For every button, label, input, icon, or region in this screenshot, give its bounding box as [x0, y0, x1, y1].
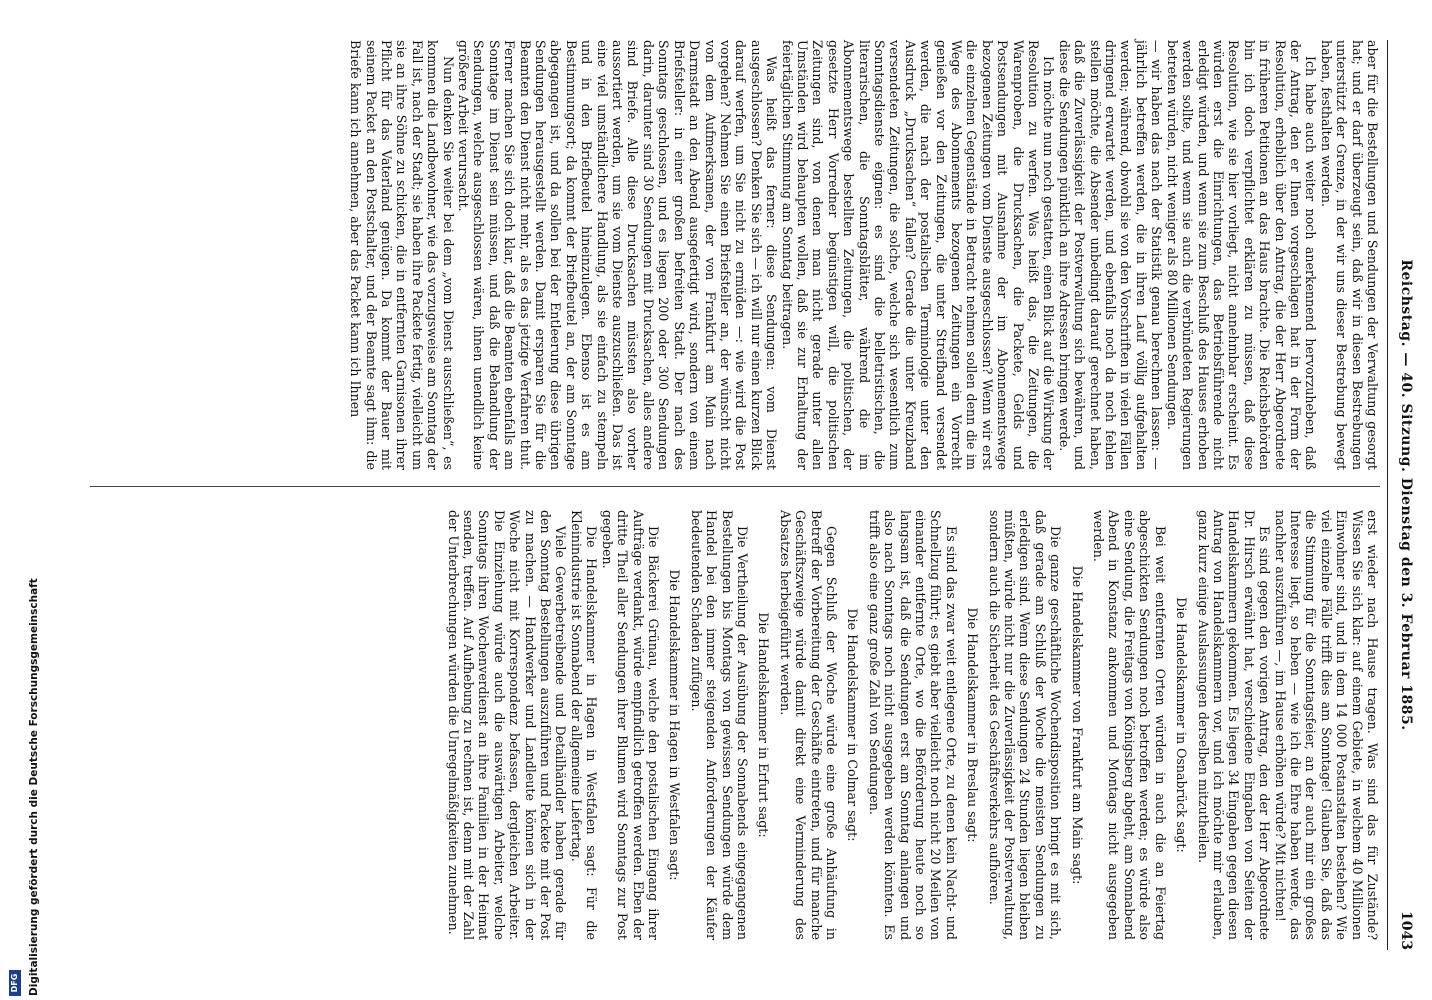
paragraph: Ich möchte nun noch gestatten, einen Blick auf die Wirkung der Resolution zu werfen. Was heißt das, die Zeitungen, die Warenproben, die Drucksachen, die Packete, Gelds und Postsendungen mit Ausnahme der im Abonnementswege bezogenen Zeitungen vom Dienste ausgeschlossen? Wenn wir erst die einzelnen Gegenstände in Betracht nehmen sollen denn die im Wege des Abonnements bezogenen Zeitungen ein Vorrecht genießen vor den Zeitungen, die unter Streifband versendet werden, die nach der postalischen Terminologie unter den Ausdruck „Drucksachen“ fallen? Gerade die unter Kreuzband versendeten Zeitungen, die solche, welche sich wesentlich zum Sonntagsdienste eignen: es sind die belletristischen, die literarischen, die Sonntagsblätter, während die im Abonnementswege bestellten Zeitungen, die politischen, der gesetzte Herr Vorredner begünstigen will, die politischen Zeitungen sind, von denen man nicht gerade unter allen Umständen wird behaupten wollen, daß sie zur Erhaltung der feiertäglichen Stimmung am Sonntag beitragen.	[779, 40, 1057, 470]
quote-paragraph: Bei weit entfernten Orten würden in auch die an Feiertag abgeschickten Sendungen noch betroffen werden; es würde also eine Sendung, die Freitags von Königsberg abgeht, am Sonnabend Abend in Konstanz ankommen und Montags nicht ausgegeben werden.	[1091, 510, 1168, 940]
quote-paragraph: Die Bäckerei Grünau, welche den postalischen Eingang ihrer Aufträge verdankt, würde empfindlich getroffen werden. Eben der dritte Theil aller Sendungen ihrer Blumen wird Sonntags zur Post gegeben.	[599, 510, 661, 940]
paragraph: Es sind gegen den vorigen Antrag, den der Herr Abgeordnete Dr. Hirsch erwähnt hat, verschiedene Eingaben von Seiten der Handelskammern gekommen. Es liegen 34 Eingaben gegen diesen Antrag von Handelskammern vor, und ich möchte mir erlauben, ganz kurz einige Auslassungen derselben mitzutheilen.	[1195, 510, 1273, 940]
quote-heading: Die Handelskammer in Colmar sagt:	[845, 608, 861, 842]
quote-paragraph: Die ganze geschäftliche Wochendisposition bringt es mit sich, daß gerade am Schluß der Woche die meisten Sendungen zu erledigen sind. Wenn diese Sendungen 24 Stunden liegen bleiben müßten, würde nicht nur die Zuverlässigkeit der Postverwaltung, sondern auch die Sicherheit des Geschäftsverkehrs aufhören.	[986, 510, 1064, 940]
page-header	[1392, 40, 1414, 950]
text-column-right	[50, 510, 1380, 940]
quote-heading: Die Handelskammer in Osnabrück sagt:	[1174, 597, 1190, 853]
paragraph: Nun denken Sie weiter bei dem „vom Dienst ausschließen“, es kommen die Landbewohner, wie das vorzugsweise am Sonntag der Fall ist, nach der Stadt; sie haben ihre Packete fertig, vielleicht um sie an ihre Söhne zu schicken, die in entfernten Garnisonen ihrer Pflicht für das Vaterland genügen. Da kommt der Bauer mit seinem Packet an den Postschalter, und der Beamte sagt ihm: die Briefe kann ich annehmen, aber das Packet kann ich Ihnen	[348, 40, 456, 470]
paragraph: — wir haben das nach der Statistik genau berechnen lassen: — jährlich betreffen werden, die in ihren Lauf völlig aufgehalten werden; während, obwohl sie von den Vorschriften in vielen Fällen dringend erwartet werden, und ebenfalls noch da noch fehlen stellen möchte, die Absender unbedingt darauf gerechnet haben, daß die Zuverlässigkeit der Postverwaltung sich bewähren, und diese die Sendungen pünktlich an ihre Adressen bringen werde.	[1056, 40, 1165, 470]
credit-text: Digitalisierung gefördert durch die Deutsche Forschungsgemeinschaft	[27, 578, 40, 996]
quote-paragraph: Es sind das zwar weit entlegene Orte, zu denen kein Nacht- und Schnellzug führt; es giebt aber vielleicht noch nicht 20 Meilen von einander entfernte Orte, wo die Beförderung heute noch so langsam ist, daß die Sendungen erst am Sonntag anlangen und also nach Sonntags noch nicht ausgegeben werden könnten. Es trifft also eine ganz große Zahl von Sendungen.	[866, 510, 959, 940]
quote-paragraph: Die Handelskammer in Hagen in Westfalen sagt: Für die Kleinindustrie ist Sonnabend der allgemeine Liefertag.	[568, 510, 600, 940]
digitization-credit	[4, 576, 40, 996]
quote-heading: Die Handelskammer in Hagen in Westfalen sagt:	[667, 569, 683, 881]
quote-paragraph: Gegen Schluß der Woche würde eine große Anhäufung in Betreff der Vorbereitung der Geschäfte eintreten, und für manche Geschäftszweige würde damit direkt eine Verminderung des Absatzes herbeigeführt werden.	[777, 510, 839, 940]
quote-heading: Die Handelskammer von Frankfurt am Main sagt:	[1069, 565, 1085, 885]
paragraph: Ich habe auch weiter noch anerkennend hervorzuheben, daß der Antrag, den er Ihnen vorgeschlagen hat in der Form der Resolution, erheblich über den Antrag, die der Herr Abgeordnete in früheren Petitionen an das Haus brachte. Die Reichsbehörden bin ich doch verpflichtet erklären zu müssen, daß diese Resolution, wie sie hier vorliegt, nicht annehmbar erscheint. Es würden erst die Einrichtungen, das Betriebsführende nicht erledigt würden, und wenn sie zum Beschluß des Hauses erhoben werden sollte, und wenn sie auch die verbündeten Regierungen betreten würden, nicht weniger als 80 Millionen Sendungen.	[1164, 40, 1319, 470]
dfg-logo: DFG	[9, 970, 21, 996]
paragraph: Viele Gewerbetreibende und Detailhändler haben gerade für den Sonntag Bestellungen auszuführen und Packete mit der Post zu machen. — Handwerker und Landleute können sich in der Woche nicht mit Korrespondenz befassen, dergleichen Arbeiter. Die Einziehung würde auch die auswärtigen Arbeiter, welche Sonntags ihren Wochenverdienst an ihre Familien in der Heimat senden, treffen. Auf Aufhebung zu rechnen ist, denn mit der Zahl der Unterbrechungen würden die Unregelmäßigkeiten zunehmen.	[445, 510, 569, 940]
paragraph: Was heißt das ferner: diese Sendungen: vom Dienst ausgeschlossen? Denken Sie sich — ich will nur einen kurzen Blick darauf werfen, um Sie nicht zu ermüden —: wie wird die Post vorgehen? Nehmen Sie einen Briefsteller an, der wünscht nicht von dem Aufmerksamen, der von Frankfurt am Main nach Darmstadt an den Abend ausgefertigt wird, sondern von einem Briefsteller: in einer großen befreiten Stadt. Der nach des Sonntags geschlossen, und es liegen 200 oder 300 Sendungen darin, darunter sind 30 Sendungen mit Drucksachen, alles andere sind Briefe. Alle diese Drucksachen müssten also vorher aussortiert werden, um sie vom Dienste auszuschließen. Das ist eine viel umständlichere Handlung, als sie einfach zu stempeln und in den Briefbeutel hineinzulegen. Ebenso ist es am Bestimmungsort; da kommt der Briefbeutel an, der am Sonntage abgegangen ist, und da sollen bei der Entleerung diese übrigen Sendungen herausgestellt werden. Damit ersparen Sie für die Beamten den Dienst nicht mehr, als es das jetzige Verfahren thut. Ferner machen Sie sich doch klar, daß die Beamten ebenfalls am Sonntage im Dienst sein müssen, und daß die Behandlung der Sendungen, welche ausgeschlossen wären, ihnen unendlich keine größere Arbeit verursacht.	[456, 40, 780, 470]
header-rule	[1387, 40, 1388, 950]
paragraph: aber für die Bestellungen und Sendungen der Verwaltung gesorgt hat; und er darf überzeugt sein, daß wir in diesen Bestrebungen unterstützt der Grenze, in der wir uns dieser Bestrebung bewegt haben, festhalten werden.	[1318, 40, 1380, 470]
quote-heading: Die Handelskammer in Breslau sagt:	[965, 607, 981, 843]
text-column-left	[50, 40, 1380, 470]
header-title: Reichstag. — 40. Sitzung. Dienstag den 3. Februar 1885.	[1398, 259, 1414, 731]
page-number: 1043	[1398, 911, 1414, 950]
quote-heading: Die Handelskammer in Erfurt sagt:	[756, 612, 772, 838]
paragraph: erst wieder nach Hause tragen. Was sind das für Zustände? Wissen Sie sich klar: auf einem Gebiete, in welchem 40 Millionen Einwohner sind, und in dem 14 000 Postanstalten bestehen? Wie viel einzelne Fälle trifft dies am Sonntage! Glauben Sie, daß das die Stimmung für die Sonntagsfeier, an der auch mir ein großes Interesse liegt, so heben — wie ich die Ehre haben werde, das nachher auszuführen —, im Hause erhöhen würde? Mit nichten!	[1272, 510, 1380, 940]
quote-paragraph: Die Vertheilung der Ausübung der Sonnabends eingegangenen Bestellungen bis Montags von gewissen Sendungen würde dem Handel bei den immer steigenden Anforderungen der Käufer bedeutenden Schaden zufügen.	[688, 510, 750, 940]
column-divider	[90, 486, 1380, 487]
